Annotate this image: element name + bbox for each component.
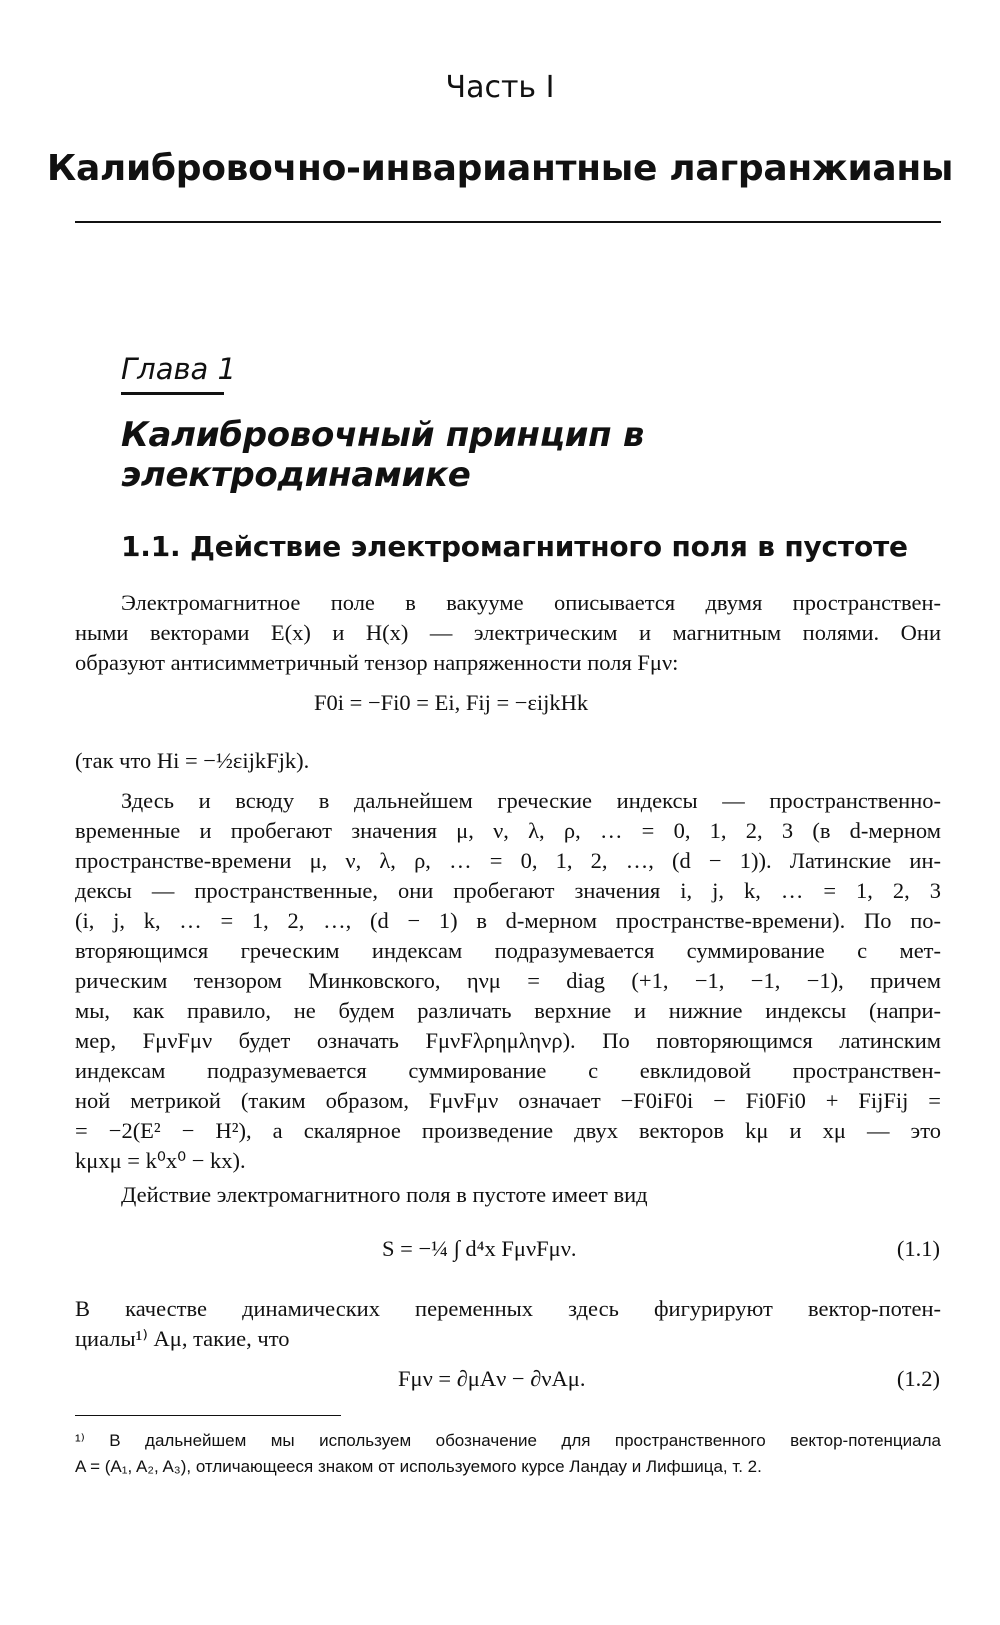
equation-number: (1.2) [896, 1366, 940, 1391]
body-line: (так что Hi = −½εijkFjk). [75, 748, 310, 773]
body-line: ными векторами E(x) и H(x) — электрическим и магнитным полями. Они [75, 620, 941, 645]
body-line: вторяющимся греческим индексам подразумевается суммирование с мет- [75, 938, 941, 963]
part-divider [75, 221, 941, 223]
footnote-line: A = (A₁, A₂, A₃), отличающееся знаком от используемого курсе Ландау и Лифшица, т. 2. [75, 1457, 762, 1476]
equation-1-1: S = −¼ ∫ d⁴x FμνFμν. [382, 1236, 577, 1261]
body-line: В качестве динамических переменных здесь фигурируют вектор-потен- [75, 1296, 941, 1321]
body-line: Электромагнитное поле в вакууме описывается двумя пространствен- [121, 590, 941, 615]
footnote-divider [75, 1415, 341, 1416]
body-line: Действие электромагнитного поля в пустоте имеет вид [121, 1182, 648, 1207]
body-line: (i, j, k, … = 1, 2, …, (d − 1) в d-мерном пространстве-времени). По по- [75, 908, 941, 933]
body-line: циалы¹⁾ Aμ, такие, что [75, 1326, 290, 1351]
body-line: дексы — пространственные, они пробегают значения i, j, k, … = 1, 2, 3 [75, 878, 941, 903]
body-line: образуют антисимметричный тензор напряженности поля Fμν: [75, 650, 679, 675]
body-line: kμxμ = k⁰x⁰ − kx). [75, 1148, 246, 1173]
equation-number: (1.1) [896, 1236, 940, 1261]
chapter-title: Калибровочный принцип в электродинамике [121, 415, 645, 495]
body-line: мы, как правило, не будем различать верхние и нижние индексы (напри- [75, 998, 941, 1023]
body-line: индексам подразумевается суммирование с евклидовой пространствен- [75, 1058, 941, 1083]
chapter-underline [121, 392, 224, 395]
equation-field-components: F0i = −Fi0 = Ei, Fij = −εijkHk [314, 690, 589, 715]
body-line: = −2(E² − H²), а скалярное произведение двух векторов kμ и xμ — это [75, 1118, 941, 1143]
body-line: пространстве-времени μ, ν, λ, ρ, … = 0, 1, 2, …, (d − 1)). Латинские ин- [75, 848, 941, 873]
section-title: 1.1. Действие электромагнитного поля в пустоте [121, 530, 908, 563]
part-label: Часть I [445, 70, 555, 105]
body-line: ной метрикой (таким образом, FμνFμν означает −F0iF0i − Fi0Fi0 + FijFij = [75, 1088, 941, 1113]
body-line: рическим тензором Минковского, ηνμ = diag (+1, −1, −1, −1), причем [75, 968, 941, 993]
chapter-label: Глава 1 [121, 352, 236, 386]
body-line: Здесь и всюду в дальнейшем греческие индексы — пространственно- [121, 788, 941, 813]
footnote-line: ¹⁾ В дальнейшем мы используем обозначение для пространственного вектор-потенциала [75, 1431, 941, 1450]
part-title: Калибровочно-инвариантные лагранжианы [46, 148, 954, 189]
equation-1-2: Fμν = ∂μAν − ∂νAμ. [398, 1366, 586, 1391]
body-line: мер, FμνFμν будет означать FμνFλρημληνρ). По повторяющимся латинским [75, 1028, 941, 1053]
body-line: временные и пробегают значения μ, ν, λ, ρ, … = 0, 1, 2, 3 (в d-мерном [75, 818, 941, 843]
